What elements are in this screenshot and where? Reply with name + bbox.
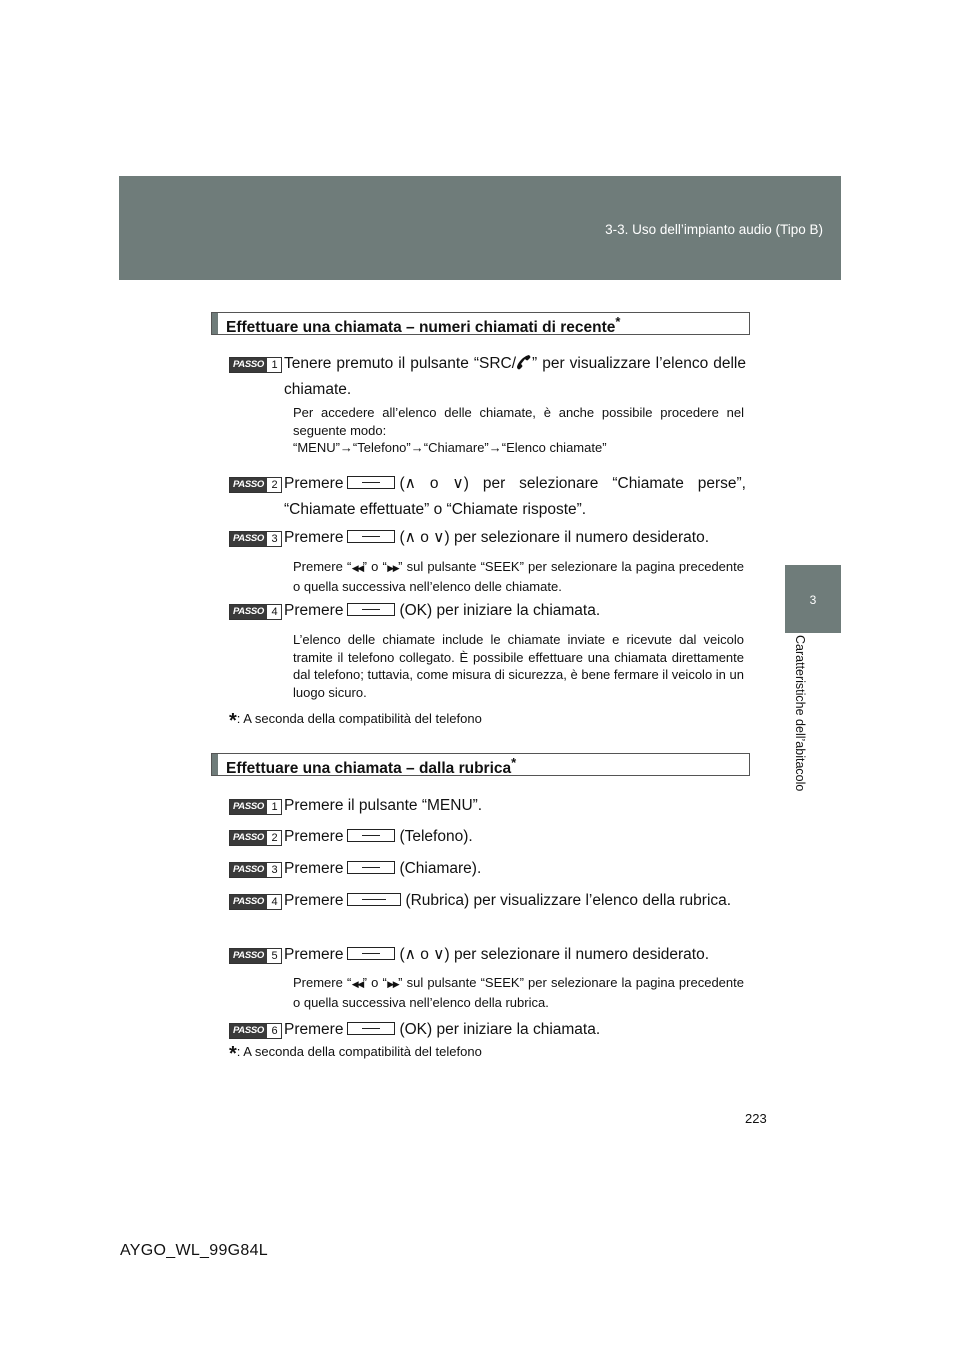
note-step-4: L’elenco delle chiamate include le chiamate inviate e ricevute dal veicolo tramite il telefono collegato. È possibile effettuare una chiamata direttamente dal telefono; tuttavia, come misura di sicurezza, è bene fermare il veicolo in un luogo sicuro.	[293, 632, 744, 700]
step-text: (∧ o ∨) per selezionare il numero desiderato.	[399, 529, 710, 546]
section1-heading	[211, 312, 750, 335]
step-badge	[229, 531, 282, 547]
badge-label: PASSO	[230, 895, 267, 909]
footnote-text: : A seconda della compatibilità del telefono	[236, 1044, 482, 1059]
badge-label: PASSO	[230, 800, 267, 814]
footnote-text: : A seconda della compatibilità del telefono	[236, 711, 482, 726]
step-text: (∧ o ∨) per selezionare il numero desiderato.	[399, 946, 710, 963]
step-badge	[229, 948, 282, 964]
step-text: (Chiamare).	[399, 860, 482, 877]
note-text: Per accedere all’elenco delle chiamate, è anche possibile procedere nel seguente modo:	[293, 405, 744, 438]
footnote-1	[229, 710, 482, 730]
note-step-5	[293, 974, 744, 1011]
badge-label: PASSO	[230, 863, 267, 877]
badge-number: 3	[271, 864, 278, 876]
chapter-number: 3	[809, 593, 817, 607]
note-text: ” o “	[362, 559, 387, 574]
badge-label: PASSO	[230, 532, 267, 546]
step-2	[229, 824, 746, 850]
note-text: ” sul pulsante “SEEK” per selezionare la pagina precedente o quella successiva nell’elenco delle chiamate.	[293, 559, 744, 594]
step-text: Premere	[284, 602, 344, 619]
step-badge	[229, 862, 282, 878]
badge-number: 1	[271, 359, 278, 371]
note-step-3	[293, 558, 744, 595]
footnote-asterisk: *	[229, 710, 237, 732]
button-icon	[347, 947, 395, 960]
step-text: ” per visualizzare l’elenco delle chiamate.	[284, 355, 746, 398]
page-number: 223	[745, 1111, 767, 1126]
step-text: Premere	[284, 1021, 344, 1038]
step-badge	[229, 799, 282, 815]
step-3	[229, 525, 746, 551]
menu-path: “MENU”→“Telefono”→“Chiamare”→“Elenco chiamate”	[293, 440, 607, 455]
section-title: 3-3. Uso dell’impianto audio (Tipo B)	[605, 222, 823, 237]
step-text: Premere	[284, 946, 344, 963]
chapter-tab	[785, 565, 841, 633]
step-5	[229, 942, 746, 968]
rewind-icon: ◀◀	[351, 563, 363, 573]
button-icon	[347, 861, 395, 874]
step-badge	[229, 604, 282, 620]
step-2	[229, 471, 746, 523]
badge-label: PASSO	[230, 605, 267, 619]
step-badge	[229, 1023, 282, 1039]
step-text: Premere	[284, 828, 344, 845]
step-text: Premere	[284, 892, 344, 909]
badge-label: PASSO	[230, 949, 267, 963]
heading-bar	[212, 313, 218, 334]
fast-forward-icon: ▶▶	[386, 979, 399, 989]
button-icon	[347, 603, 395, 616]
badge-number: 2	[271, 479, 278, 491]
step-text: (Telefono).	[399, 828, 473, 845]
chapter-side-label: Caratteristiche dell’abitacolo	[793, 635, 807, 792]
badge-label: PASSO	[230, 478, 267, 492]
note-text: Premere “	[293, 559, 352, 574]
badge-label: PASSO	[230, 358, 267, 372]
step-text: Premere	[284, 529, 344, 546]
step-text: (Rubrica) per visualizzare l’elenco della rubrica.	[405, 892, 732, 909]
step-3	[229, 856, 746, 882]
asterisk-mark: *	[615, 314, 621, 329]
step-text: Tenere premuto il pulsante “SRC/	[284, 355, 517, 372]
button-icon	[347, 893, 401, 906]
heading-bar	[212, 754, 218, 775]
step-text: Premere	[284, 475, 344, 492]
footnote-2	[229, 1043, 482, 1063]
step-badge	[229, 357, 282, 373]
note-text: Premere “	[293, 975, 352, 990]
step-text: (∧ o ∨) per selezionare “Chiamate perse”, “Chiamate effettuate” o “Chiamate risposte”.	[284, 475, 746, 518]
badge-number: 6	[271, 1025, 278, 1037]
step-text: (OK) per iniziare la chiamata.	[399, 602, 601, 619]
button-icon	[347, 1022, 395, 1035]
badge-number: 5	[271, 950, 278, 962]
badge-label: PASSO	[230, 831, 267, 845]
section2-title: Effettuare una chiamata – dalla rubrica	[226, 760, 512, 778]
section1-title: Effettuare una chiamata – numeri chiamati di recente	[226, 319, 616, 337]
phone-icon	[516, 354, 532, 370]
badge-number: 1	[271, 801, 278, 813]
note-text: ” o “	[362, 975, 387, 990]
step-1	[229, 793, 746, 819]
footnote-asterisk: *	[229, 1043, 237, 1065]
step-text: Premere	[284, 860, 344, 877]
step-badge	[229, 894, 282, 910]
badge-number: 3	[271, 533, 278, 545]
badge-label: PASSO	[230, 1024, 267, 1038]
asterisk-mark: *	[511, 755, 517, 770]
step-text: (OK) per iniziare la chiamata.	[399, 1021, 601, 1038]
step-badge	[229, 830, 282, 846]
note-text: ” sul pulsante “SEEK” per selezionare la pagina precedente o quella successiva nell’elenco della rubrica.	[293, 975, 744, 1010]
step-4	[229, 598, 746, 624]
button-icon	[347, 829, 395, 842]
rewind-icon: ◀◀	[351, 979, 363, 989]
step-badge	[229, 477, 282, 493]
note-step-1	[293, 404, 744, 457]
chapter-header	[119, 176, 841, 280]
step-6	[229, 1017, 746, 1043]
document-code: AYGO_WL_99G84L	[120, 1242, 268, 1259]
section2-heading	[211, 753, 750, 776]
step-1	[229, 351, 746, 403]
button-icon	[347, 530, 395, 543]
step-4	[229, 888, 746, 914]
step-text: Premere il pulsante “MENU”.	[284, 797, 483, 814]
fast-forward-icon: ▶▶	[386, 563, 399, 573]
badge-number: 4	[271, 896, 278, 908]
button-icon	[347, 476, 395, 489]
badge-number: 2	[271, 832, 278, 844]
badge-number: 4	[271, 606, 278, 618]
